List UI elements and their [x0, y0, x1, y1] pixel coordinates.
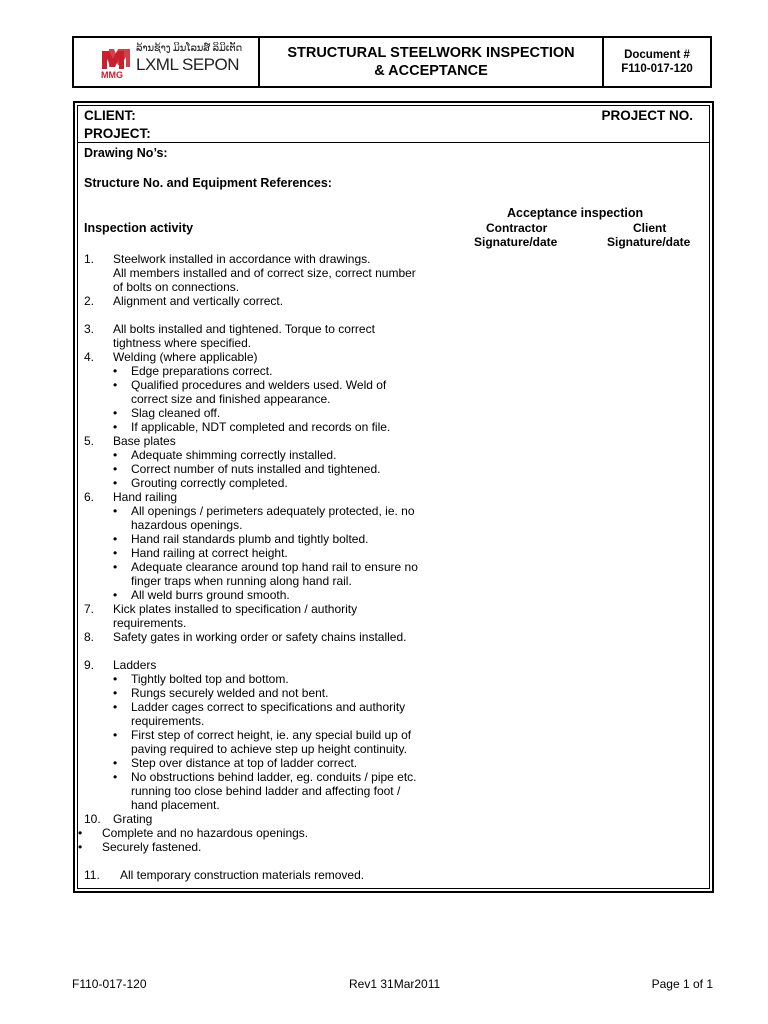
- bullet-text: Hand rail standards plumb and tightly bolted.: [131, 532, 369, 546]
- bullet-icon: •: [113, 560, 118, 574]
- item-bullet: [84, 420, 504, 434]
- item-bullet: [84, 588, 504, 602]
- form-inner-border: [77, 105, 710, 889]
- item-bullet: [84, 532, 504, 546]
- item-bullet: [84, 406, 504, 420]
- project-label: PROJECT:: [84, 126, 151, 141]
- inspection-item: [84, 602, 504, 630]
- item-text: Welding (where applicable): [113, 350, 258, 364]
- client-signature-header: Signature/date: [607, 235, 691, 249]
- logo-lao-text: ລ້ານຊ້າງ ມິນໂລນສ໌ ລິມິເຕັດ: [136, 43, 242, 54]
- bullet-icon: •: [113, 686, 118, 700]
- contractor-header: Contractor: [486, 221, 548, 235]
- item-number: 9.: [84, 658, 95, 672]
- structure-label: Structure No. and Equipment References:: [84, 176, 332, 190]
- item-bullet: [78, 826, 504, 840]
- item-text: Hand railing: [113, 490, 178, 504]
- bullet-icon: •: [113, 462, 118, 476]
- bullet-text: Securely fastened.: [102, 840, 202, 854]
- item-number: 7.: [84, 602, 95, 616]
- bullet-icon: •: [113, 476, 118, 490]
- bullet-text: Ladder cages correct to specifications and authority requirements.: [131, 700, 406, 728]
- item-number: 11.: [84, 868, 100, 882]
- bullet-icon: •: [78, 840, 83, 854]
- item-bullet: [78, 840, 504, 854]
- mmg-logo-icon: [100, 45, 132, 79]
- bullet-text: Adequate clearance around top hand rail to ensure no finger traps when running along hand rail.: [131, 560, 418, 588]
- item-bullet: [84, 448, 504, 462]
- document-number-box: [602, 38, 710, 86]
- bullet-text: Hand railing at correct height.: [131, 546, 288, 560]
- bullet-icon: •: [113, 546, 118, 560]
- bullet-icon: •: [78, 826, 83, 840]
- document-header: [72, 36, 712, 88]
- bullet-text: Tightly bolted top and bottom.: [131, 672, 289, 686]
- inspection-item: [84, 658, 504, 672]
- item-bullet: [84, 560, 504, 588]
- inspection-item: [84, 490, 504, 504]
- svg-text:MMG: MMG: [101, 70, 123, 79]
- item-text: All bolts installed and tightened. Torque to correct tightness where specified.: [113, 322, 375, 350]
- inspection-item: [84, 252, 504, 294]
- inspection-item: [84, 322, 504, 350]
- bullet-text: Complete and no hazardous openings.: [102, 826, 309, 840]
- item-bullet: [84, 476, 504, 490]
- item-bullet: [84, 462, 504, 476]
- document-number-label: Document #: [624, 49, 690, 61]
- bullet-icon: •: [113, 378, 118, 392]
- item-bullet: [84, 686, 504, 700]
- bullet-text: Grouting correctly completed.: [131, 476, 288, 490]
- client-label: CLIENT:: [84, 108, 136, 123]
- item-text: Ladders: [113, 658, 157, 672]
- item-text: All temporary construction materials removed.: [120, 868, 365, 882]
- bullet-icon: •: [113, 770, 118, 784]
- bullet-icon: •: [113, 448, 118, 462]
- bullet-icon: •: [113, 728, 118, 742]
- inspection-item: [84, 868, 504, 882]
- inspection-activity-header: Inspection activity: [84, 221, 194, 235]
- item-number: 2.: [84, 294, 95, 308]
- spacer: [84, 644, 504, 658]
- inspection-item: [84, 294, 504, 308]
- bullet-text: Edge preparations correct.: [131, 364, 273, 378]
- document-number: F110-017-120: [621, 63, 693, 75]
- contractor-signature-header: Signature/date: [474, 235, 558, 249]
- item-text: Kick plates installed to specification / authority requirements.: [113, 602, 358, 630]
- spacer: [84, 854, 504, 868]
- document-title: STRUCTURAL STEELWORK INSPECTION & ACCEPTANCE: [287, 45, 575, 79]
- item-number: 4.: [84, 350, 95, 364]
- item-number: 10.: [84, 812, 101, 826]
- item-text: Base plates: [113, 434, 176, 448]
- footer-document-id: F110-017-120: [72, 977, 147, 991]
- inspection-form: [73, 101, 714, 893]
- item-bullet: [84, 700, 504, 728]
- acceptance-inspection-header: Acceptance inspection: [507, 206, 644, 220]
- bullet-text: Rungs securely welded and not bent.: [131, 686, 329, 700]
- bullet-icon: •: [113, 420, 118, 434]
- inspection-item: [84, 812, 504, 826]
- company-logo: [74, 38, 260, 86]
- bullet-icon: •: [113, 700, 118, 714]
- bullet-text: Adequate shimming correctly installed.: [131, 448, 337, 462]
- bullet-icon: •: [113, 364, 118, 378]
- inspection-item: [84, 630, 504, 644]
- item-text: Safety gates in working order or safety chains installed.: [113, 630, 407, 644]
- bullet-icon: •: [113, 504, 118, 518]
- item-number: 6.: [84, 490, 95, 504]
- drawing-label: Drawing No’s:: [84, 146, 168, 160]
- item-number: 5.: [84, 434, 95, 448]
- bullet-icon: •: [113, 532, 118, 546]
- client-header: Client: [633, 221, 667, 235]
- item-bullet: [84, 728, 504, 756]
- item-bullet: [84, 364, 504, 378]
- footer-revision: Rev1 31Mar2011: [349, 977, 441, 991]
- item-text: Steelwork installed in accordance with drawings. All members installed and of correct size, correct number of bolts on connections.: [113, 252, 416, 294]
- bullet-text: All openings / perimeters adequately protected, ie. no hazardous openings.: [131, 504, 415, 532]
- bullet-text: All weld burrs ground smooth.: [131, 588, 290, 602]
- bullet-text: No obstructions behind ladder, eg. conduits / pipe etc. running too close behind ladder and affecting foot / hand placement.: [131, 770, 417, 812]
- logo-brand-text: LXML SEPON: [136, 55, 240, 74]
- item-number: 1.: [84, 252, 95, 266]
- inspection-item: [84, 350, 504, 364]
- bullet-text: Qualified procedures and welders used. Weld of correct size and finished appearance.: [131, 378, 387, 406]
- inspection-items-list: [78, 252, 504, 882]
- spacer: [84, 308, 504, 322]
- item-bullet: [84, 770, 504, 812]
- item-bullet: [84, 672, 504, 686]
- item-number: 3.: [84, 322, 95, 336]
- item-number: 8.: [84, 630, 95, 644]
- bullet-text: First step of correct height, ie. any special build up of paving required to achieve step up height continuity.: [131, 728, 412, 756]
- bullet-text: Slag cleaned off.: [131, 406, 221, 420]
- bullet-icon: •: [113, 588, 118, 602]
- bullet-icon: •: [113, 672, 118, 686]
- bullet-icon: •: [113, 756, 118, 770]
- bullet-text: If applicable, NDT completed and records on file.: [131, 420, 391, 434]
- project-no-label: PROJECT NO.: [601, 108, 693, 123]
- item-bullet: [84, 546, 504, 560]
- item-bullet: [84, 756, 504, 770]
- bullet-text: Correct number of nuts installed and tightened.: [131, 462, 381, 476]
- item-text: Alignment and vertically correct.: [113, 294, 284, 308]
- bullet-icon: •: [113, 406, 118, 420]
- item-bullet: [84, 504, 504, 532]
- footer-page-number: Page 1 of 1: [651, 977, 713, 991]
- item-bullet: [84, 378, 504, 406]
- divider-line: [78, 142, 709, 143]
- inspection-item: [84, 434, 504, 448]
- item-text: Grating: [113, 812, 153, 826]
- bullet-text: Step over distance at top of ladder correct.: [131, 756, 358, 770]
